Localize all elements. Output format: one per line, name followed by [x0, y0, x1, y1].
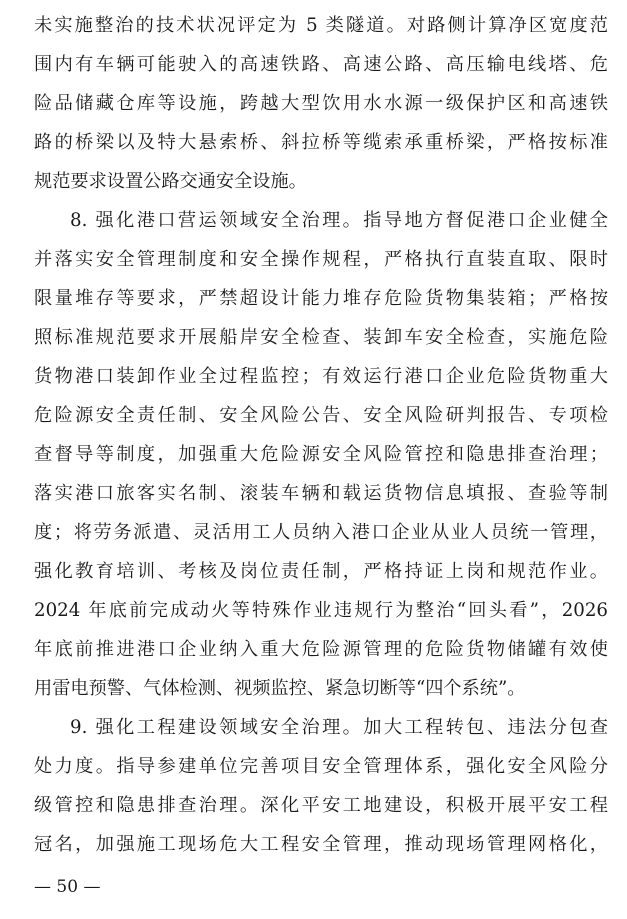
- text-line-7: 并落实安全管理制度和安全操作规程，严格执行直装直取、限时: [34, 249, 608, 270]
- text-line-5: 规范要求设置公路交通安全设施。: [34, 171, 307, 192]
- text-line-16: 2024 年底前完成动火等特殊作业违规行为整治“回头看”，2026: [34, 600, 608, 621]
- text-line-12: 查督导等制度，加强重大危险源安全风险管控和隐患排查治理；: [34, 444, 608, 465]
- text-line-3: 险品储藏仓库等设施，跨越大型饮用水水源一级保护区和高速铁: [34, 93, 608, 114]
- text-line-21: 级管控和隐患排查治理。深化平安工地建设，积极开展平安工程: [34, 795, 608, 816]
- text-line-18: 用雷电预警、气体检测、视频监控、紧急切断等“四个系统”。: [34, 678, 526, 699]
- text-line-22: 冠名，加强施工现场危大工程安全管理，推动现场管理网格化，: [34, 834, 608, 855]
- text-line-11: 危险源安全责任制、安全风险公告、安全风险研判报告、专项检: [34, 405, 608, 426]
- text-line-8: 限量堆存等要求，严禁超设计能力堆存危险货物集装箱；严格按: [34, 288, 608, 309]
- text-line-13: 落实港口旅客实名制、滚装车辆和载运货物信息填报、查验等制: [34, 483, 608, 504]
- text-line-10: 货物港口装卸作业全过程监控；有效运行港口企业危险货物重大: [34, 366, 608, 387]
- text-line-19: 9. 强化工程建设领域安全治理。加大工程转包、违法分包查: [70, 717, 608, 738]
- text-line-17: 年底前推进港口企业纳入重大危险源管理的危险货物储罐有效使: [34, 639, 608, 660]
- page-number: — 50 —: [34, 877, 101, 897]
- text-line-1: 未实施整治的技术状况评定为 5 类隧道。对路侧计算净区宽度范: [34, 15, 608, 36]
- text-line-4: 路的桥梁以及特大悬索桥、斜拉桥等缆索承重桥梁，严格按标准: [34, 132, 608, 153]
- text-line-20: 处力度。指导参建单位完善项目安全管理体系，强化安全风险分: [34, 756, 608, 777]
- text-line-15: 强化教育培训、考核及岗位责任制，严格持证上岗和规范作业。: [34, 561, 608, 582]
- text-line-6: 8. 强化港口营运领域安全治理。指导地方督促港口企业健全: [70, 210, 608, 231]
- text-line-14: 度；将劳务派遣、灵活用工人员纳入港口企业从业人员统一管理，: [34, 522, 608, 543]
- text-line-2: 围内有车辆可能驶入的高速铁路、高速公路、高压输电线塔、危: [34, 54, 608, 75]
- text-line-9: 照标准规范要求开展船岸安全检查、装卸车安全检查，实施危险: [34, 327, 608, 348]
